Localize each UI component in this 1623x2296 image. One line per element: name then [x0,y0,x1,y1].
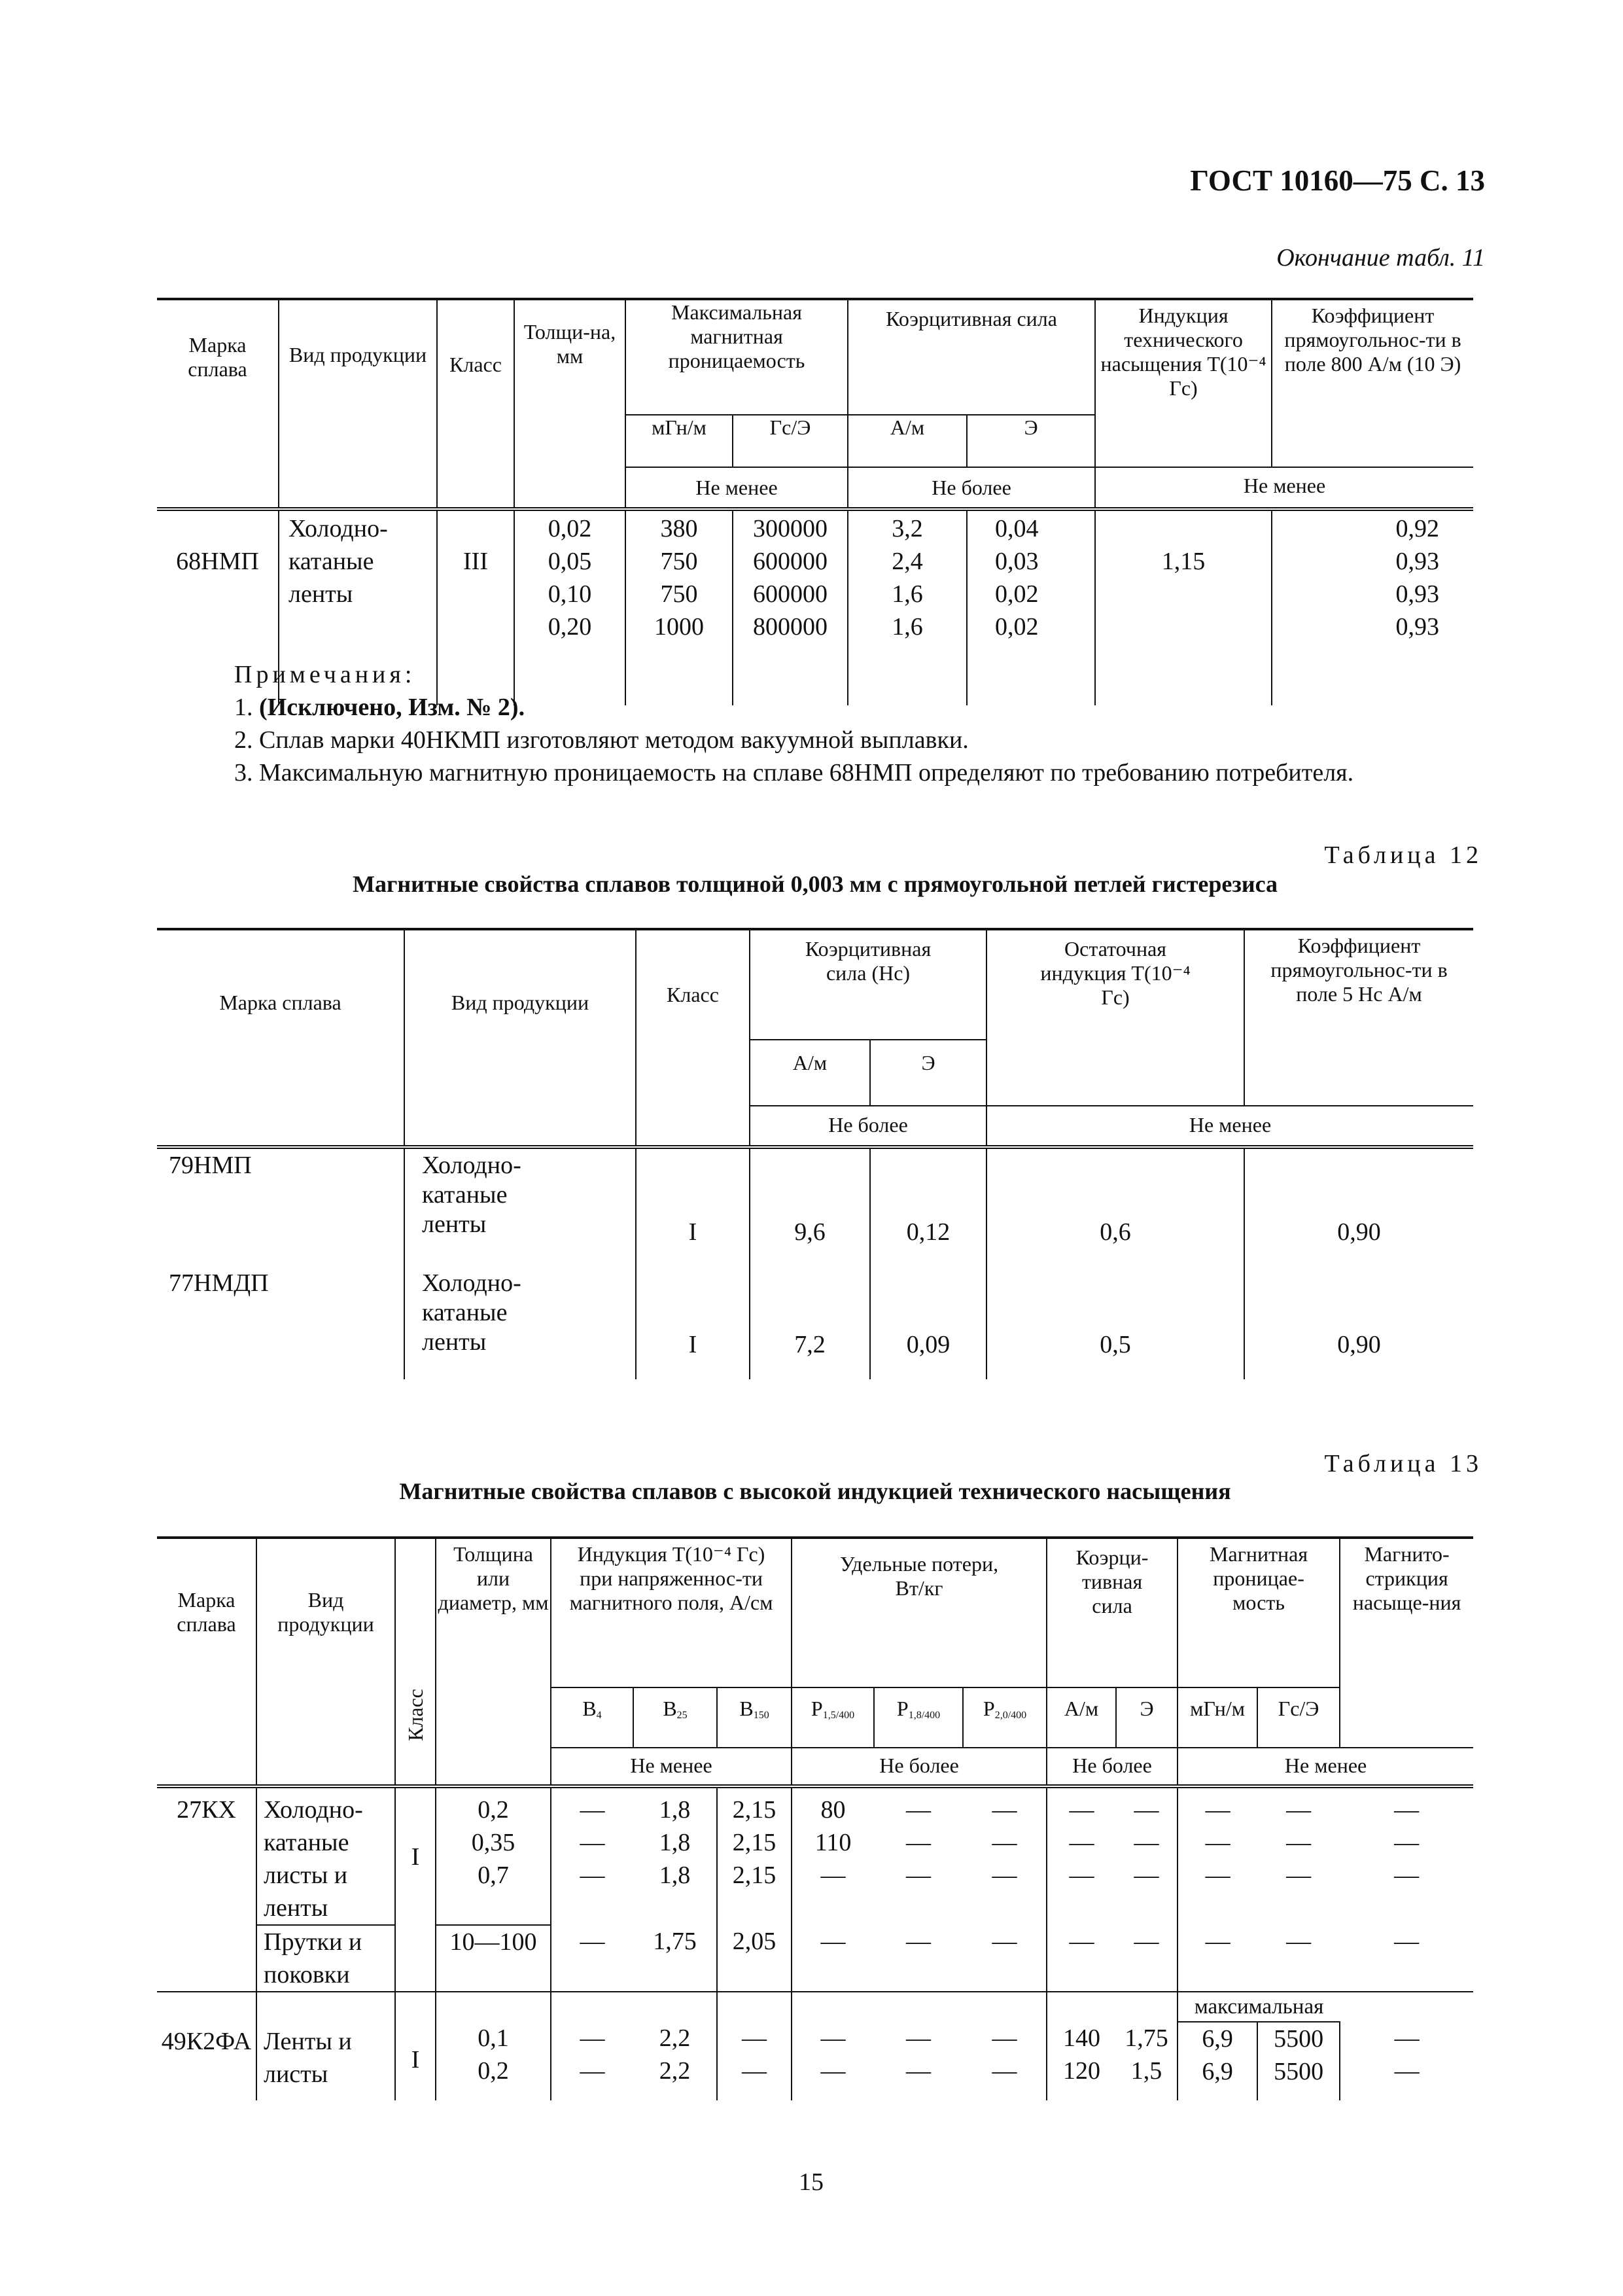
t13-col-koerc: Коэрци-тивная сила [1047,1538,1178,1687]
t12-col-koerc: Коэрцитивная сила (Нс) [750,929,986,1040]
col-vid-header: Вид продукции [279,299,437,467]
t12-ost-1: 0,6 [986,1147,1244,1267]
limit-ne-menee: Не менее [625,467,848,509]
t13-col-b150: $B_{150}$ [717,1687,792,1748]
t13-col-b4: $B_4$ [551,1687,633,1748]
col-maxpr-header: Максимальная магнитная проницаемость [625,299,848,415]
t13-col-p3: $P_{2,0/400}$ [963,1687,1047,1748]
t12-alloy-77nmdp: 77НМДП [157,1267,404,1379]
note-1: 1. (Исключено, Изм. № 2). [234,694,525,721]
t13-alloy-49k2fa: 49К2ФА [157,1992,256,2100]
gse-values: 300000 600000 600000 800000 [733,509,848,705]
class-value: III [437,509,514,705]
thickness-values: 0,02 0,05 0,10 0,20 [514,509,625,705]
t12-col-vid: Вид продукции [404,929,636,1106]
product-type: Холодно- катаные ленты [279,509,437,705]
t12-product-1: Холодно- катаные ленты [404,1147,636,1267]
col-ind-header: Индукция технического насыщения Т(10⁻⁴ Гс) [1095,299,1272,467]
t12-alloy-79nmp: 79НМП [157,1147,404,1267]
notes [234,658,1477,789]
col-gse-header: Гс/Э [733,415,848,467]
t13-limit-ne-bolee-1: Не более [792,1748,1047,1786]
t12-col-klass: Класс [636,929,750,1106]
am-values: 3,2 2,4 1,6 1,6 [848,509,967,705]
t13-col-tolsh: Толщина или диаметр, мм [436,1538,551,1748]
t13-class-27kx: I [395,1786,436,1925]
t13-limit-ne-menee-2: Не менее [1178,1748,1473,1786]
t12-col-e: Э [870,1040,986,1106]
t13-col-mpr: Магнитная проницае-мость [1178,1538,1340,1687]
t13-limit-ne-menee-1: Не менее [551,1748,792,1786]
col-koef-header: Коэффициент прямоугольнос-ти в поле 800 А/м (10 Э) [1272,299,1473,467]
t12-limit-ne-menee: Не менее [986,1106,1473,1147]
t13-product-sheets: Холодно- катаные листы и ленты [256,1786,395,1925]
t13-class-49k2fa: I [395,1992,436,2100]
table-13-label: Таблица 13 [1324,1450,1482,1477]
limit-ne-menee-2: Не менее [1095,467,1473,509]
t12-am-1: 9,6 [750,1147,870,1267]
t12-e-1: 0,12 [870,1147,986,1267]
t12-am-2: 7,2 [750,1267,870,1379]
coef-values: 0,92 0,93 0,93 0,93 [1395,515,1440,641]
note-2: 2. Сплав марки 40НКМП изготовляют методом вакуумной выплавки. [234,726,969,754]
t12-ost-2: 0,5 [986,1267,1244,1379]
col-tolsh-header: Толщи-на, мм [514,299,625,467]
e-values: 0,04 0,03 0,02 0,02 [967,509,1095,705]
t12-col-ost: Остаточная индукция Т(10⁻⁴ Гс) [986,929,1244,1106]
t13-col-mstr: Магнито-стрикция насыще-ния [1340,1538,1473,1748]
t12-col-am: А/м [750,1040,870,1106]
alloy-68nmp: 68НМП [157,509,279,705]
t13-col-pot: Удельные потери, Вт/кг [792,1538,1047,1687]
note-3: 3. Максимальную магнитную проницаемость на сплаве 68НМП определяют по требованию потребителя. [234,759,1354,786]
t12-koef-1: 0,90 [1337,1218,1381,1246]
t13-col-vid: Вид продукции [256,1538,395,1748]
t12-class-2: I [636,1267,750,1379]
table-12-caption: Магнитные свойства сплавов толщиной 0,003 мм с прямоугольной петлей гистерезиса [353,871,1278,897]
t12-koef-2: 0,90 [1337,1331,1381,1358]
table-12-label: Таблица 12 [1324,841,1482,869]
notes-title: Примечания: [234,661,416,688]
col-mgnm-header: мГн/м [625,415,733,467]
table-continuation-label: Окончание табл. 11 [1276,244,1485,272]
mgnm-values: 380 750 750 1000 [625,509,733,705]
t13-col-e: Э [1116,1687,1178,1748]
t12-class-1: I [636,1147,750,1267]
t13-product-strips: Ленты и листы [256,1992,395,2100]
t13-col-mgnm: мГн/м [1178,1687,1257,1748]
t13-col-marka: Марка сплава [157,1538,256,1748]
t13-col-am: А/м [1047,1687,1116,1748]
induction-value: 1,15 [1095,509,1272,705]
table-13-caption: Магнитные свойства сплавов с высокой индукцией технического насыщения [399,1478,1231,1504]
t12-limit-ne-bolee: Не более [750,1106,986,1147]
t13-col-klass: Класс [395,1538,436,1748]
table-13: Марка сплава Вид продукции Класс Толщина или диаметр, мм Индукция Т(10⁻⁴ Гс) при напряженнос-ти магнитного поля, А/см Удельные потери, Вт/кг Коэрци-тивная сила Магнитная проницае-мость Магнито-стрикция насыще-ния $B_4$ $B_{25}$ $B_{150}$ $P_{1,5/400}$ $P_{1,8/400}$ $P_{2,0/400}$ А/м Э мГн/м Гс/Э Не менее Не более Не более Не менее 27КХ Холодно- катаные листы и ленты I 0,2 0,35 0,7 — — — 1,8 1,8 1,8 2,15 2,15 2,15 80 110 — — — — — — — — — — — — — — — — — — — — — — Прутки и поковки 10—100 — 1,75 2,05 — — — — — — — — 49К2ФА Ленты и листы I максимальная 0,1 0,2 — — 2,2 2,2 — — — — — — — — 140 120 1,75 1,5 6,9 6,9 5500 5500 — — [157,1536,1473,2100]
col-klass-header: Класс [437,299,514,467]
t13-limit-ne-bolee-2: Не более [1047,1748,1178,1786]
page-number: 15 [799,2168,824,2196]
limit-ne-bolee: Не более [848,467,1095,509]
t13-product-bars: Прутки и поковки [256,1925,395,1992]
t12-col-marka: Марка сплава [157,929,404,1106]
t13-thickness-27kx: 0,2 0,35 0,7 [436,1786,551,1925]
t12-e-2: 0,09 [870,1267,986,1379]
table-12 [157,928,1473,1379]
col-marka-header: Марка сплава [157,299,279,467]
t12-product-2: Холодно- катаные ленты [404,1267,636,1379]
t13-col-gse: Гс/Э [1257,1687,1340,1748]
t13-alloy-27kx: 27КХ [157,1786,256,1992]
col-e-header: Э [967,415,1095,467]
table-11 [157,298,1473,705]
col-koerc-header: Коэрцитивная сила [848,299,1095,415]
t13-col-p1: $P_{1,5/400}$ [792,1687,874,1748]
t13-col-ind: Индукция Т(10⁻⁴ Гс) при напряженнос-ти магнитного поля, А/см [551,1538,792,1687]
document-title: ГОСТ 10160—75 С. 13 [1190,164,1485,197]
t13-col-b25: $B_{25}$ [633,1687,717,1748]
t12-col-koef: Коэффициент прямоугольнос-ти в поле 5 Нс А/м [1244,929,1473,1106]
t13-maksimalnaya-label: максимальная [1178,1992,1340,2022]
t13-col-p2: $P_{1,8/400}$ [874,1687,963,1748]
col-am-header: А/м [848,415,967,467]
